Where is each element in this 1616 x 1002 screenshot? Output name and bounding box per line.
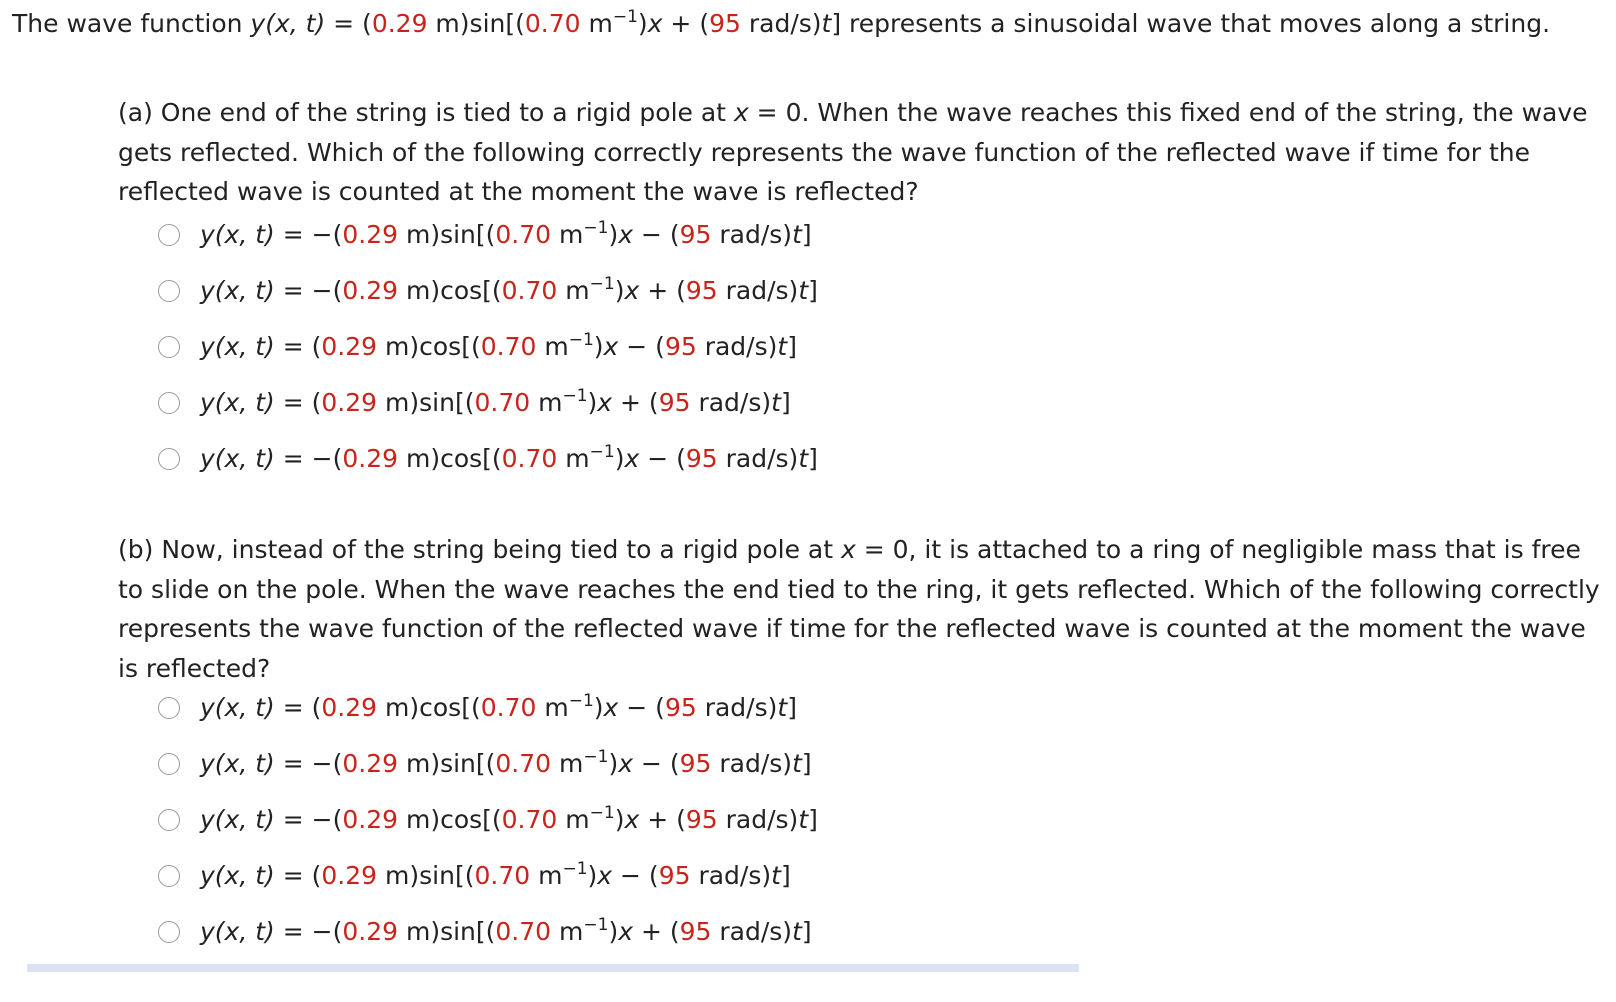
wave-number-value: 0.70 bbox=[495, 220, 552, 249]
amplitude-value: 0.29 bbox=[342, 444, 399, 473]
amplitude-value: 0.29 bbox=[342, 749, 399, 778]
angular-frequency-value: 95 bbox=[685, 444, 718, 473]
option-formula: y(x, t) = −(0.29 m)sin[(0.70 $m^{-1})x - (95$ rad/s)t] bbox=[200, 218, 812, 249]
angular-frequency-value: 95 bbox=[658, 861, 691, 890]
amplitude-value: 0.29 bbox=[342, 220, 399, 249]
wave-number-value: 0.70 bbox=[495, 917, 552, 946]
radio-button[interactable] bbox=[158, 448, 180, 470]
radio-button[interactable] bbox=[158, 336, 180, 358]
bottom-divider bbox=[27, 964, 1079, 972]
radio-button[interactable] bbox=[158, 921, 180, 943]
option-formula: y(x, t) = −(0.29 m)cos[(0.70 $m^{-1})x + (95$ rad/s)t] bbox=[200, 803, 818, 834]
angular-frequency-value: 95 bbox=[664, 332, 697, 361]
angular-frequency-value: 95 bbox=[685, 276, 718, 305]
question-part-b: (b) Now, instead of the string being tied to a rigid pole at x = 0, it is attached to a ring of negligible mass that is free to slide on the pole. When the wave reaches the end tied to the ring, it gets reflected. Which of the following correctly represents the wave function of the reflected wave if time for the reflected wave is counted at the moment the wave is reflected? bbox=[118, 535, 1600, 683]
radio-button[interactable] bbox=[158, 809, 180, 831]
wave-number-value: 0.70 bbox=[480, 332, 537, 361]
amplitude-value: 0.29 bbox=[321, 861, 378, 890]
radio-button[interactable] bbox=[158, 224, 180, 246]
angular-frequency-value: 95 bbox=[658, 388, 691, 417]
amplitude-value: 0.29 bbox=[321, 332, 378, 361]
option-formula: y(x, t) = (0.29 m)cos[(0.70 $m^{-1})x - (95$ rad/s)t] bbox=[200, 330, 797, 361]
option-formula: y(x, t) = −(0.29 m)sin[(0.70 $m^{-1})x + (95$ rad/s)t] bbox=[200, 915, 812, 946]
option-formula: y(x, t) = (0.29 m)sin[(0.70 $m^{-1})x + (95$ rad/s)t] bbox=[200, 386, 791, 417]
wave-number-value: 0.70 bbox=[474, 861, 531, 890]
wave-number-value: 0.70 bbox=[501, 444, 558, 473]
option-formula: y(x, t) = (0.29 m)sin[(0.70 $m^{-1})x - (95$ rad/s)t] bbox=[200, 859, 791, 890]
wave-function-symbol: y(x, t) bbox=[250, 9, 326, 38]
option-formula: y(x, t) = −(0.29 m)sin[(0.70 $m^{-1})x - (95$ rad/s)t] bbox=[200, 747, 812, 778]
amplitude-value: 0.29 bbox=[321, 388, 378, 417]
radio-button[interactable] bbox=[158, 865, 180, 887]
angular-frequency-value: 95 bbox=[679, 917, 712, 946]
amplitude-value: 0.29 bbox=[371, 9, 428, 38]
amplitude-value: 0.29 bbox=[342, 917, 399, 946]
angular-frequency-value: 95 bbox=[679, 220, 712, 249]
option-formula: y(x, t) = (0.29 m)cos[(0.70 $m^{-1})x - (95$ rad/s)t] bbox=[200, 691, 797, 722]
amplitude-value: 0.29 bbox=[321, 693, 378, 722]
option-formula: y(x, t) = −(0.29 m)cos[(0.70 $m^{-1})x + (95$ rad/s)t] bbox=[200, 274, 818, 305]
problem-statement: The wave function y(x, t) = (0.29 m)sin[(0.70 $m^{-1})x + (95$ rad/s)t] represents a sinusoidal wave that moves along a string. bbox=[12, 7, 1551, 38]
radio-button[interactable] bbox=[158, 392, 180, 414]
angular-frequency-value: 95 bbox=[664, 693, 697, 722]
angular-frequency-value: 95 bbox=[709, 9, 741, 38]
question-part-a: (a) One end of the string is tied to a rigid pole at x = 0. When the wave reaches this fixed end of the string, the wave gets reflected. Which of the following correctly represents the wave function of the reflected wave if time for the reflected wave is counted at the moment the wave is reflected? bbox=[118, 98, 1588, 206]
wave-number-value: 0.70 bbox=[501, 276, 558, 305]
amplitude-value: 0.29 bbox=[342, 276, 399, 305]
angular-frequency-value: 95 bbox=[679, 749, 712, 778]
radio-button[interactable] bbox=[158, 280, 180, 302]
wave-number-value: 0.70 bbox=[474, 388, 531, 417]
option-formula: y(x, t) = −(0.29 m)cos[(0.70 $m^{-1})x - (95$ rad/s)t] bbox=[200, 442, 818, 473]
radio-button[interactable] bbox=[158, 753, 180, 775]
angular-frequency-value: 95 bbox=[685, 805, 718, 834]
wave-number-value: 0.70 bbox=[495, 749, 552, 778]
amplitude-value: 0.29 bbox=[342, 805, 399, 834]
wave-number-value: 0.70 bbox=[524, 9, 581, 38]
wave-number-value: 0.70 bbox=[480, 693, 537, 722]
wave-number-value: 0.70 bbox=[501, 805, 558, 834]
radio-button[interactable] bbox=[158, 697, 180, 719]
